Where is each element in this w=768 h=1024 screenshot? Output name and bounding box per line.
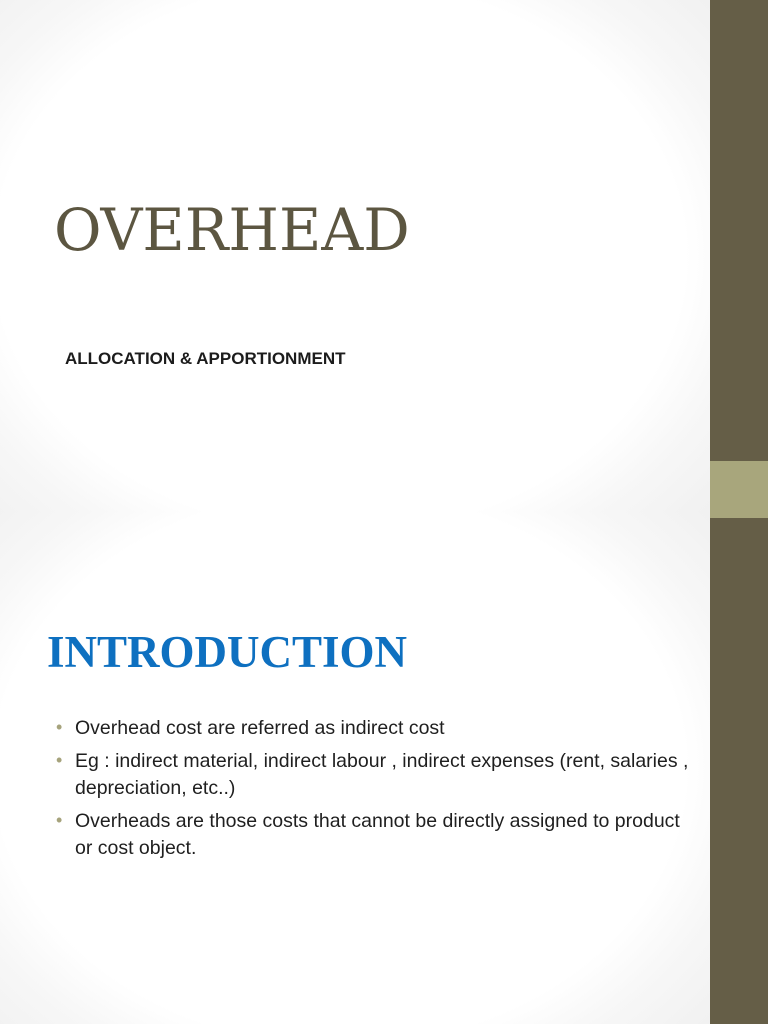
list-item-text: Overheads are those costs that cannot be directly assigned to product or cost object. [75,810,680,859]
bullet-list [55,715,695,868]
list-item [55,748,695,802]
decorative-sidebar [710,0,768,512]
list-item [55,715,695,742]
bullet-icon: • [56,717,63,737]
slide-subtitle-text: ALLOCATION & APPORTIONMENT [65,349,346,368]
slide-title-text: OVERHEAD [54,196,410,264]
decorative-sidebar-accent [710,461,768,518]
bullet-icon: • [56,810,63,830]
list-item-text: Overhead cost are referred as indirect cost [75,717,445,739]
decorative-sidebar [710,512,768,1024]
bullet-icon: • [56,750,63,770]
slide-introduction [0,512,768,1024]
slide-heading: INTRODUCTION [47,627,408,677]
list-item [55,808,695,862]
list-item-text: Eg : indirect material, indirect labour , indirect expenses (rent, salaries , depreciation, etc..) [75,750,689,799]
